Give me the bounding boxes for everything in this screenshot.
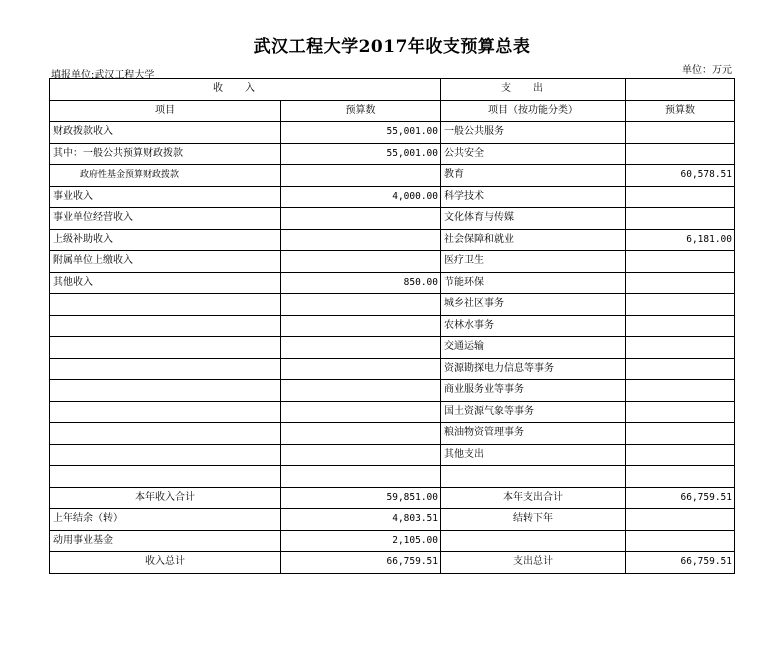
budget-table	[49, 78, 735, 574]
income-value-cell	[281, 315, 441, 337]
income-item-cell: 其中：一般公共预算财政拨款	[50, 143, 281, 165]
income-item-cell	[50, 380, 281, 402]
income-item-cell	[50, 444, 281, 466]
expense-item-cell: 农林水事务	[441, 315, 626, 337]
page-title: 武汉工程大学2017年收支预算总表	[253, 37, 531, 57]
income-item-cell: 财政拨款收入	[50, 122, 281, 144]
expense-value-cell	[626, 380, 735, 402]
expense-value-cell	[626, 272, 735, 294]
currency-unit: 单位：万元	[682, 65, 732, 76]
income-value-cell: 2,105.00	[281, 530, 441, 552]
income-budget-header: 预算数	[281, 100, 441, 122]
income-value-cell	[281, 466, 441, 488]
table-row	[50, 380, 735, 402]
income-item-cell: 上级补助收入	[50, 229, 281, 251]
expense-value-cell	[626, 186, 735, 208]
income-item-cell	[50, 337, 281, 359]
income-item-cell: 收入总计	[50, 552, 281, 574]
expense-item-cell: 交通运输	[441, 337, 626, 359]
expense-value-cell	[626, 530, 735, 552]
table-row	[50, 530, 735, 552]
expense-value-cell	[626, 251, 735, 273]
expense-value-cell: 66,759.51	[626, 487, 735, 509]
expense-item-cell	[441, 466, 626, 488]
table-row	[50, 122, 735, 144]
expense-item-cell: 文化体育与传媒	[441, 208, 626, 230]
expense-item-cell: 其他支出	[441, 444, 626, 466]
expense-value-cell: 6,181.00	[626, 229, 735, 251]
income-value-cell	[281, 229, 441, 251]
section-header-row	[50, 79, 735, 101]
income-section-header: 收入	[50, 79, 441, 101]
income-item-header: 项目	[50, 100, 281, 122]
expense-value-cell	[626, 401, 735, 423]
expense-item-cell: 粮油物资管理事务	[441, 423, 626, 445]
income-value-cell	[281, 423, 441, 445]
table-row	[50, 444, 735, 466]
income-item-cell	[50, 358, 281, 380]
expense-item-cell: 商业服务业等事务	[441, 380, 626, 402]
table-row	[50, 466, 735, 488]
expense-item-cell: 国土资源气象等事务	[441, 401, 626, 423]
table-row	[50, 186, 735, 208]
expense-value-cell	[626, 444, 735, 466]
table-row	[50, 552, 735, 574]
expense-value-cell	[626, 358, 735, 380]
expense-item-cell: 医疗卫生	[441, 251, 626, 273]
income-item-cell: 附属单位上缴收入	[50, 251, 281, 273]
income-value-cell: 59,851.00	[281, 487, 441, 509]
income-item-cell: 事业单位经营收入	[50, 208, 281, 230]
expense-item-cell: 支出总计	[441, 552, 626, 574]
expense-item-cell: 本年支出合计	[441, 487, 626, 509]
table-row	[50, 272, 735, 294]
expense-value-cell: 66,759.51	[626, 552, 735, 574]
income-value-cell	[281, 358, 441, 380]
table-row	[50, 165, 735, 187]
income-value-cell	[281, 337, 441, 359]
table-row	[50, 401, 735, 423]
income-item-cell: 政府性基金预算财政拨款	[50, 165, 281, 187]
expense-item-cell: 一般公共服务	[441, 122, 626, 144]
reporting-unit: 填报单位:武汉工程大学	[51, 70, 155, 81]
income-value-cell	[281, 208, 441, 230]
expense-value-cell	[626, 143, 735, 165]
income-value-cell	[281, 294, 441, 316]
table-row	[50, 509, 735, 531]
expense-value-cell	[626, 315, 735, 337]
expense-item-cell: 城乡社区事务	[441, 294, 626, 316]
income-item-cell: 其他收入	[50, 272, 281, 294]
expense-section-header: 支出	[441, 79, 626, 101]
income-value-cell: 4,000.00	[281, 186, 441, 208]
income-item-cell	[50, 294, 281, 316]
income-item-cell: 本年收入合计	[50, 487, 281, 509]
income-value-cell: 4,803.51	[281, 509, 441, 531]
expense-item-cell: 资源勘探电力信息等事务	[441, 358, 626, 380]
expense-value-cell	[626, 122, 735, 144]
table-row	[50, 315, 735, 337]
income-item-cell	[50, 401, 281, 423]
table-row	[50, 423, 735, 445]
table-row	[50, 143, 735, 165]
table-row	[50, 208, 735, 230]
income-value-cell	[281, 444, 441, 466]
income-value-cell	[281, 251, 441, 273]
expense-item-cell: 科学技术	[441, 186, 626, 208]
expense-value-cell: 60,578.51	[626, 165, 735, 187]
income-value-cell: 55,001.00	[281, 122, 441, 144]
table-row	[50, 487, 735, 509]
income-value-cell	[281, 380, 441, 402]
expense-value-cell	[626, 423, 735, 445]
expense-value-cell	[626, 208, 735, 230]
expense-value-cell	[626, 509, 735, 531]
expense-item-header: 项目（按功能分类）	[441, 100, 626, 122]
income-value-cell: 55,001.00	[281, 143, 441, 165]
column-header-row	[50, 100, 735, 122]
expense-item-cell	[441, 530, 626, 552]
income-item-cell	[50, 466, 281, 488]
table-row	[50, 251, 735, 273]
income-value-cell	[281, 401, 441, 423]
expense-item-cell: 公共安全	[441, 143, 626, 165]
expense-item-cell: 节能环保	[441, 272, 626, 294]
expense-value-cell	[626, 466, 735, 488]
expense-item-cell: 社会保障和就业	[441, 229, 626, 251]
table-row	[50, 229, 735, 251]
table-row	[50, 358, 735, 380]
income-item-cell	[50, 315, 281, 337]
expense-item-cell: 教育	[441, 165, 626, 187]
income-value-cell: 850.00	[281, 272, 441, 294]
expense-value-cell	[626, 337, 735, 359]
blank-cell	[626, 79, 735, 101]
income-value-cell	[281, 165, 441, 187]
expense-value-cell	[626, 294, 735, 316]
income-value-cell: 66,759.51	[281, 552, 441, 574]
income-item-cell	[50, 423, 281, 445]
expense-budget-header: 预算数	[626, 100, 735, 122]
income-item-cell: 上年结余（转）	[50, 509, 281, 531]
table-row	[50, 294, 735, 316]
income-item-cell: 事业收入	[50, 186, 281, 208]
table-row	[50, 337, 735, 359]
expense-item-cell: 结转下年	[441, 509, 626, 531]
income-item-cell: 动用事业基金	[50, 530, 281, 552]
